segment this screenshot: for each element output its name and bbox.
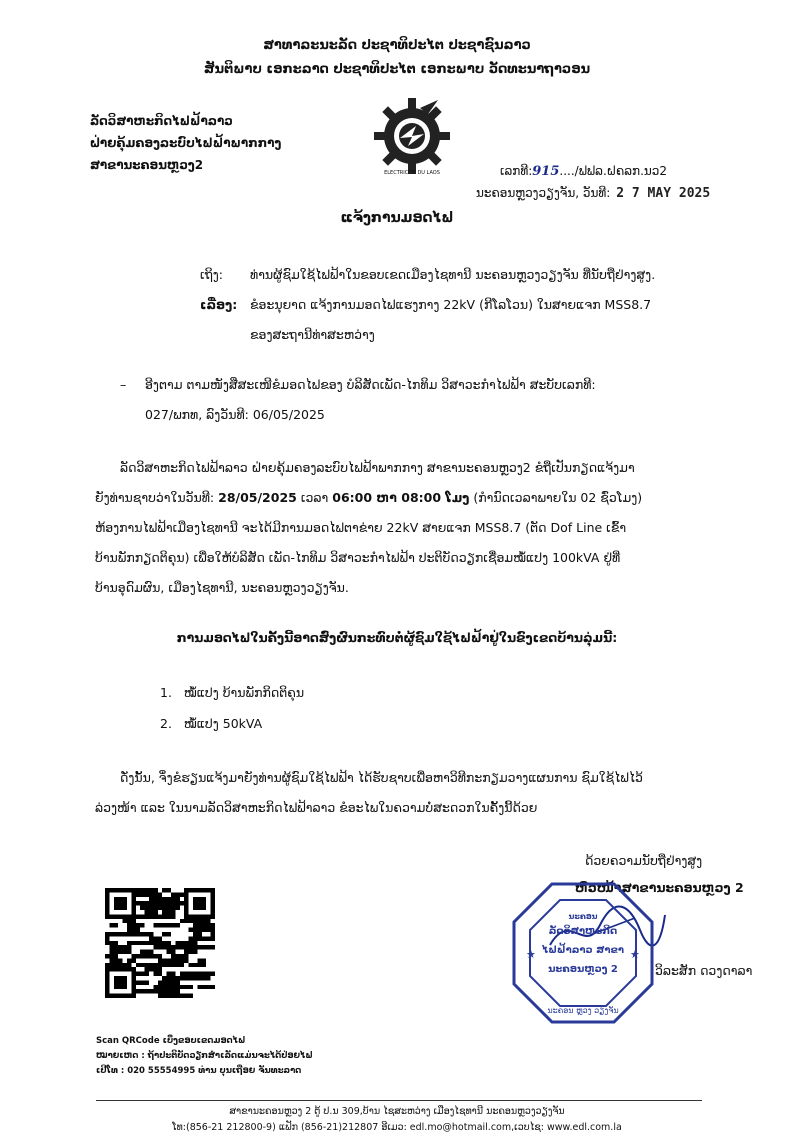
list-item [160, 680, 304, 705]
stamp-line1: ລັດວິສາຫະກິດ [548, 926, 618, 937]
national-header-line1: ສາທາລະນະລັດ ປະຊາທິປະໄຕ ປະຊາຊົນລາວ [263, 38, 531, 53]
stamp-text [538, 912, 628, 979]
footer-contact: ໂທ:(856-21 212800-9) ແຟັກ (856-21)212807 ອີເມວ: edl.mo@hotmail.com,ເວບໄຊ: www.edl.com.la [172, 1122, 622, 1133]
list-item-number: 2. [160, 716, 172, 731]
document-title: ແຈ້ງການມອດໄຟ [340, 210, 454, 226]
organization-division: ຝ່າຍຄຸ້ມຄອງລະບົບໄຟຟ້າພາກກາງ [90, 136, 282, 150]
paragraph1-line2-post: (ກຳນົດເວລາພາຍໃນ 02 ຊົ່ວໂມງ) [469, 490, 643, 505]
footer-divider [96, 1100, 702, 1101]
list-item [160, 711, 304, 736]
reference-date [476, 182, 710, 205]
reference-number-handwritten: 915 [532, 164, 560, 179]
organization-name: ລັດວິສາຫະກິດໄຟຟ້າລາວ [90, 114, 233, 128]
svg-text:★: ★ [526, 948, 536, 961]
qr-note-remark: ໝາຍເຫດ : ຖ້າປະຕິບັດວຽກສຳເລັດແມ່ນຈະໄດ້ປ່ອຍໄຟ [96, 1051, 313, 1061]
subject-line2: ຂອງສະຖານີທ່າສະຫວ່າງ [250, 327, 375, 342]
outage-time: 06:00 ຫາ 08:00 [332, 490, 442, 505]
svg-text:★: ★ [630, 948, 640, 961]
outage-hour-unit: ໂມງ [441, 490, 470, 505]
list-item-number: 1. [160, 685, 172, 700]
reference-bullet: – [120, 377, 127, 392]
reference-number [500, 160, 667, 183]
recipient-text: ທ່ານຜູ້ຊົມໃຊ້ໄຟຟ້າໃນຂອບເຂດເມືອງໄຊທານີ ນະຄອນຫຼວງວຽງຈັນ ທີ່ນັບຖືຢ່າງສູງ. [250, 267, 656, 282]
affected-list [160, 680, 304, 736]
logo-caption: ELECTRICITE DU LAOS [384, 170, 440, 176]
paragraph1-line4: ບ້ານພັກກຽດຕິຄຸນ) ເພື່ອໃຫ້ບໍລິສັດ ເພັດ-ໄກທິມ ວິສາວະກຳໄຟຟ້າ ປະຕິບັດວຽກເຊື່ອມໝໍ້ແປງ 100kVA ຢູ່ທີ່ [95, 550, 621, 565]
date-stamp: 2 7 MAY 2025 [616, 186, 711, 201]
affected-areas-heading: ການມອດໄຟໃນຄັ້ງນີ້ອາດສົ່ງຜົນກະທົບຕໍ່ຜູ້ຊົມໃຊ້ໄຟຟ້າຢູ່ໃນຂົງເຂດບ້ານລຸ່ມນີ້: [176, 630, 618, 645]
qr-note-contact: ເປີໂທ : 020 55554995 ທ່ານ ບຸນເຖືອຍ ຈັນທະລາດ [96, 1066, 302, 1076]
recipient-label: ເຖິງ: [200, 267, 223, 282]
paragraph2-line2: ລ່ວງໜ້າ ແລະ ໃນນາມລັດວິສາຫະກິດໄຟຟ້າລາວ ຂໍອະໄພໃນຄວາມບໍ່ສະດວກໃນຄັ້ງນີ້ດ້ວຍ [95, 800, 538, 815]
reference-basis-line1: ອີງຕາມ ຕາມໜັງສືສະເໜີຂໍມອດໄຟຂອງ ບໍລິສັດເພັດ-ໄກທິມ ວິສາວະກຳໄຟຟ້າ ສະບັບເລກທີ: [145, 377, 596, 392]
qr-code-icon[interactable] [105, 888, 215, 998]
official-stamp [508, 878, 658, 1028]
organization-block [90, 110, 281, 176]
reference-number-label: ເລກທີ: [500, 164, 533, 178]
organization-branch: ສາຂານະຄອນຫຼວງ2 [90, 158, 204, 172]
paragraph-announcement [95, 455, 760, 600]
paragraph1-line2 [95, 485, 760, 510]
reference-basis-line2: 027/ພກທ, ລົງວັນທີ: 06/05/2025 [145, 407, 325, 422]
stamp-top-text: ນະຄອນ [568, 912, 598, 921]
edl-gear-logo-icon [372, 96, 452, 176]
stamp-line2: ໄຟຟ້າລາວ ສາຂາ [541, 945, 625, 956]
list-item-text: ໝໍ້ແປງ 50kVA [183, 716, 263, 731]
footer-address: ສາຂານະຄອນຫຼວງ 2 ຕູ້ ປ.ນ 309,ບ້ານ ໄຊສະຫວ່າງ ເມືອງໄຊທານີ ນະຄອນຫຼວງວຽງຈັນ [229, 1106, 565, 1117]
subject-label: ເລື່ອງ: [200, 297, 238, 312]
reference-date-label: ນະຄອນຫຼວງວຽງຈັນ, ວັນທີ: [476, 186, 611, 200]
paragraph1-line2-pre: ຍັງທ່ານຊາບວ່າໃນວັນທີ: [95, 490, 219, 505]
paragraph1-line1: ລັດວິສາຫະກິດໄຟຟ້າລາວ ຝ່າຍຄຸ້ມຄອງລະບົບໄຟຟ້າພາກກາງ ສາຂານະຄອນຫຼວງ2 ຂໍຖືເປັນກຽດແຈ້ງມາ [120, 460, 635, 475]
outage-date: 28/05/2025 [218, 490, 297, 505]
signer-position: ຫົວໜ້າສາຂານະຄອນຫຼວງ 2 [575, 880, 744, 895]
reference-number-suffix: ..../ຟຟລ.ຝຄລກ.ນວ2 [559, 164, 668, 178]
subject-line1: ຂໍອະນຸຍາດ ແຈ້ງການມອດໄຟແຮງກາງ 22kV (ກີໂລໂວນ) ໃນສາຍແຈກ MSS8.7 [250, 297, 652, 312]
closing-respect: ດ້ວຍຄວາມນັບຖືຢ່າງສູງ [585, 853, 703, 868]
list-item-text: ໝໍ້ແປງ ບ້ານພັກກິດຕິຄຸນ [183, 685, 305, 700]
paragraph2-line1: ດັ່ງນັ້ນ, ຈຶ່ງຂໍຮຽນແຈ້ງມາຍັງທ່ານຜູ້ຊົມໃຊ້ໄຟຟ້າ ໄດ້ຮັບຊາບເພື່ອຫາວິທີກະກຽມວາງແຜນການ ຊົມໃຊ້ໄຟໄວ້ [120, 770, 643, 785]
stamp-line3: ນະຄອນຫຼວງ 2 [548, 964, 618, 975]
paragraph1-line5: ບ້ານອຸດົມຜົນ, ເມືອງໄຊທານີ, ນະຄອນຫຼວງວຽງຈັນ. [95, 580, 349, 595]
national-header-line2: ສັນຕິພາບ ເອກະລາດ ປະຊາທິປະໄຕ ເອກະພາບ ວັດທະນາຖາວອນ [203, 62, 591, 77]
stamp-bottom-text: ນະຄອນ ຫຼວງ ວຽງຈັນ [547, 1006, 619, 1015]
paragraph1-line2-mid: ເວລາ [296, 490, 333, 505]
qr-note-scan: Scan QRCode ເບິ່ງຂອບເຂດມອດໄຟ [96, 1036, 246, 1046]
paragraph1-line3: ຫ້ອງການໄຟຟ້າເມືອງໄຊທານີ ຈະໄດ້ມີການມອດໄຟຕາຂ່າຍ 22kV ສາຍແຈກ MSS8.7 (ຕັດ Dof Line ເຂົ້າ [95, 520, 627, 535]
signer-name: ວິລະສັກ ດວງດາລາ [655, 963, 753, 978]
